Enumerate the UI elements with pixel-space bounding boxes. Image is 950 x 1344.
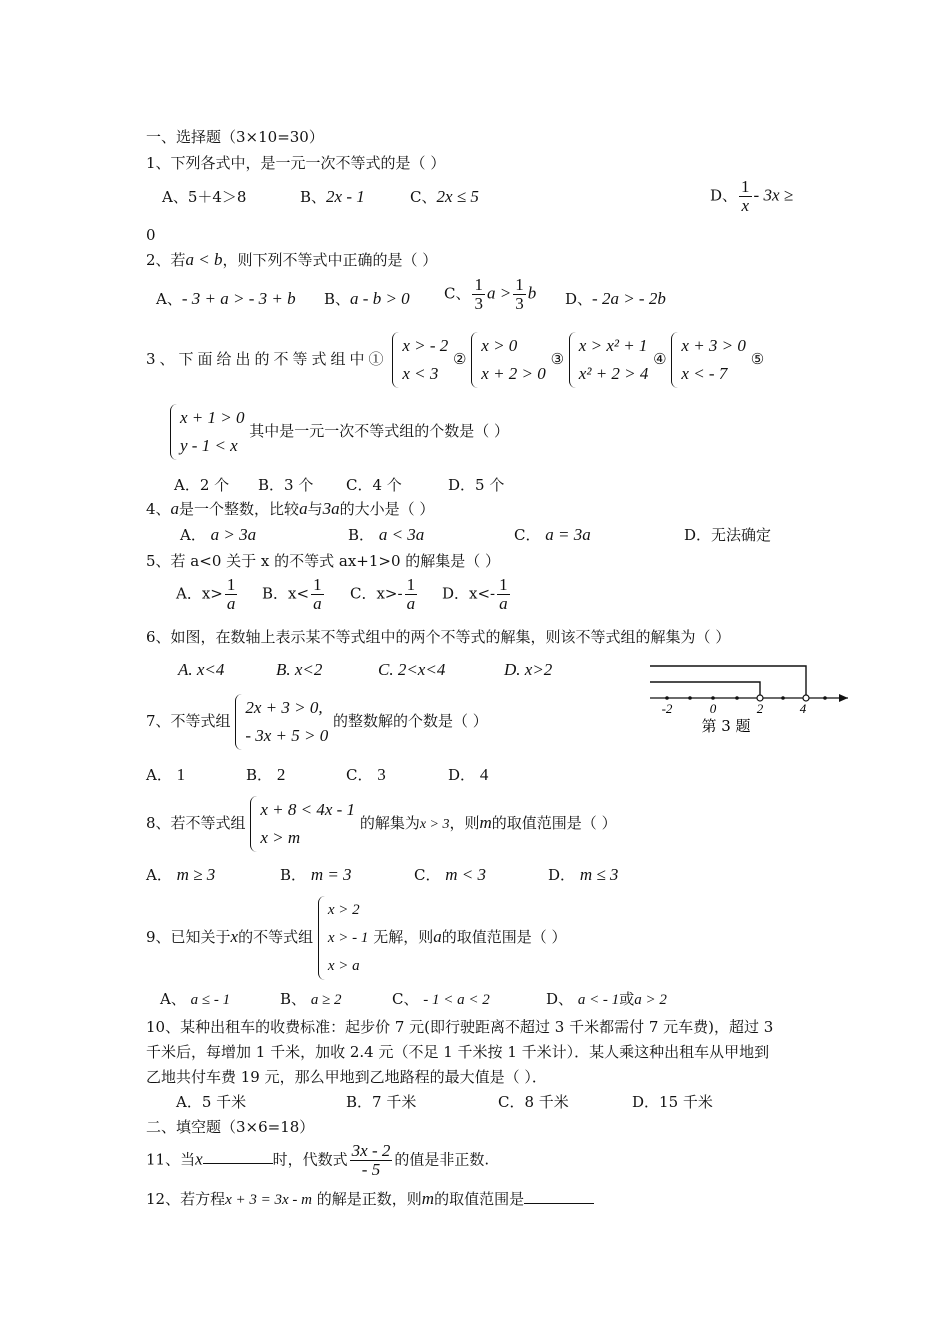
q3-system-5: x + 1 > 0 y - 1 < x bbox=[170, 404, 245, 460]
number-line-figure bbox=[640, 656, 860, 746]
q1-option-c: C、2x ≤ 5 bbox=[410, 187, 479, 206]
q10-option-b: B．7 千米 bbox=[346, 1093, 417, 1111]
q6-option-b: B. x<2 bbox=[276, 660, 323, 679]
q4-option-b: B． a < 3a bbox=[348, 525, 425, 544]
question-10-line-2: 千米后，每增加 1 千米，加收 2.4 元（不足 1 千米按 1 千米计）．某人乘这种出租车从甲地到 bbox=[146, 1043, 770, 1061]
q3-system-3: x > x² + 1 x² + 2 > 4 bbox=[569, 332, 649, 388]
q9-option-d: D、 a < - 1或a > 2 bbox=[546, 990, 667, 1008]
figure-caption: 第 3 题 bbox=[701, 717, 751, 735]
q3-option-c: C．4 个 bbox=[346, 476, 402, 494]
q8-system: x + 8 < 4x - 1 x > m bbox=[250, 796, 355, 852]
question-1-stem: 1、下列各式中，是一元一次不等式的是（ ） bbox=[146, 154, 446, 172]
question-10-line-3: 乙地共付车费 19 元，那么甲地到乙地路程的最大值是（ ）． bbox=[146, 1068, 547, 1086]
q3-system-1: x > - 2 x < 3 bbox=[392, 332, 448, 388]
q7-option-b: B． 2 bbox=[246, 765, 286, 784]
q2-option-d: D、- 2a > - 2b bbox=[565, 289, 666, 308]
question-8-stem: 8、若不等式组 x + 8 < 4x - 1 x > m 的解集为x > 3，则m的取值范围是（ ） bbox=[146, 796, 617, 852]
q8-option-c: C． m < 3 bbox=[414, 865, 487, 884]
q10-option-d: D．15 千米 bbox=[632, 1093, 713, 1111]
question-6-stem: 6、如图，在数轴上表示某不等式组中的两个不等式的解集，则该不等式组的解集为（ ） bbox=[146, 628, 731, 646]
q8-option-d: D． m ≤ 3 bbox=[548, 865, 619, 884]
q9-system: x > 2 x > - 1 x > a bbox=[318, 896, 369, 980]
q10-option-a: A．5 千米 bbox=[176, 1093, 247, 1111]
q7-system: 2x + 3 > 0, - 3x + 5 > 0 bbox=[235, 694, 328, 750]
q1-option-d-continuation: 0 bbox=[146, 226, 156, 244]
q5-option-c: C．x>- $\frac{1}{a}$ bbox=[350, 575, 416, 613]
q5-option-b: B．x< $\frac{1}{a}$ bbox=[262, 575, 322, 613]
q8-option-b: B． m = 3 bbox=[280, 865, 352, 884]
q9-option-b: B、 a ≥ 2 bbox=[280, 990, 342, 1008]
tick-label-neg2: -2 bbox=[661, 701, 673, 716]
q8-option-a: A． m ≥ 3 bbox=[146, 865, 216, 884]
q3-system-2: x > 0 x + 2 > 0 bbox=[471, 332, 546, 388]
q1-option-a: A、5＋4＞8 bbox=[162, 188, 247, 206]
q12-blank[interactable] bbox=[524, 1203, 594, 1204]
question-11: 11、当x 时，代数式 $\frac{3x - 2}{- 5}$ 的值是非正数. bbox=[146, 1141, 490, 1179]
q5-option-a: A．x> $\frac{1}{a}$ bbox=[176, 575, 236, 613]
question-7-stem: 7、不等式组 2x + 3 > 0, - 3x + 5 > 0 的整数解的个数是（ ） bbox=[146, 694, 488, 750]
tick-label-2: 2 bbox=[756, 701, 764, 716]
q1-option-b: B、2x - 1 bbox=[300, 187, 365, 206]
q7-option-c: C． 3 bbox=[346, 765, 386, 784]
axis-arrow-icon bbox=[839, 694, 848, 702]
q2-option-a: A、- 3 + a > - 3 + b bbox=[156, 289, 296, 308]
question-12: 12、若方程x + 3 = 3x - m 的解是正数，则m的取值范围是 bbox=[146, 1188, 594, 1209]
q4-option-d: D．无法确定 bbox=[684, 526, 772, 544]
q2-option-b: B、a - b > 0 bbox=[324, 289, 410, 308]
q3-stem-continued: x + 1 > 0 y - 1 < x 其中是一元一次不等式组的个数是（ ） bbox=[170, 404, 509, 460]
q6-option-a: A. x<4 bbox=[178, 660, 225, 679]
q9-option-c: C、 - 1 < a < 2 bbox=[392, 990, 490, 1008]
question-10-line-1: 10、某种出租车的收费标准：起步价 7 元(即行驶距离不超过 3 千米都需付 7 元车费)，超过 3 bbox=[146, 1018, 774, 1036]
question-2-stem: 2、若a < b，则下列不等式中正确的是（ ） bbox=[146, 250, 438, 269]
q6-option-c: C. 2<x<4 bbox=[378, 660, 446, 679]
q3-option-b: B．3 个 bbox=[258, 476, 314, 494]
q1-option-d: D、 $\frac{1}{x}$ - 3x ≥ bbox=[710, 177, 794, 215]
tick-label-4: 4 bbox=[799, 701, 807, 716]
question-9-stem: 9、已知关于x的不等式组 x > 2 x > - 1 x > a 无解，则a的取值范围是（ ） bbox=[146, 896, 567, 980]
tick-label-0: 0 bbox=[709, 701, 717, 716]
q3-system-4: x + 3 > 0 x < - 7 bbox=[671, 332, 746, 388]
q11-blank[interactable] bbox=[203, 1163, 273, 1164]
q9-option-a: A、 a ≤ - 1 bbox=[160, 990, 231, 1008]
q2-option-c: C、 $\frac{1}{3}$ a > $\frac{1}{3}$ b bbox=[444, 275, 537, 313]
solution-bracket-x-less-2 bbox=[650, 682, 760, 698]
q7-option-d: D． 4 bbox=[448, 765, 489, 784]
q4-option-a: A． a > 3a bbox=[180, 525, 257, 544]
section-title-choice: 一、选择题（3×10=30） bbox=[146, 128, 324, 146]
q3-option-a: A．2 个 bbox=[174, 476, 230, 494]
q7-option-a: A． 1 bbox=[146, 765, 186, 784]
question-5-stem: 5、若 a<0 关于 x 的不等式 ax+1>0 的解集是（ ） bbox=[146, 552, 501, 570]
q4-option-c: C． a = 3a bbox=[514, 525, 591, 544]
question-3-stem: 3、下面给出的不等式组中① x > - 2 x < 3 ② x > 0 x + 2 > 0 ③ x > x² + 1 x² + 2 > 4 ④ x + 3 > 0 x < - 7 ⑤ bbox=[146, 332, 764, 388]
q5-option-d: D．x<- $\frac{1}{a}$ bbox=[442, 575, 508, 613]
q3-option-d: D．5 个 bbox=[448, 476, 505, 494]
q10-option-c: C．8 千米 bbox=[498, 1093, 569, 1111]
question-4-stem: 4、a是一个整数，比较a与3a的大小是（ ） bbox=[146, 499, 435, 518]
section-title-fill: 二、填空题（3×6=18） bbox=[146, 1118, 315, 1136]
q6-option-d: D. x>2 bbox=[504, 660, 553, 679]
